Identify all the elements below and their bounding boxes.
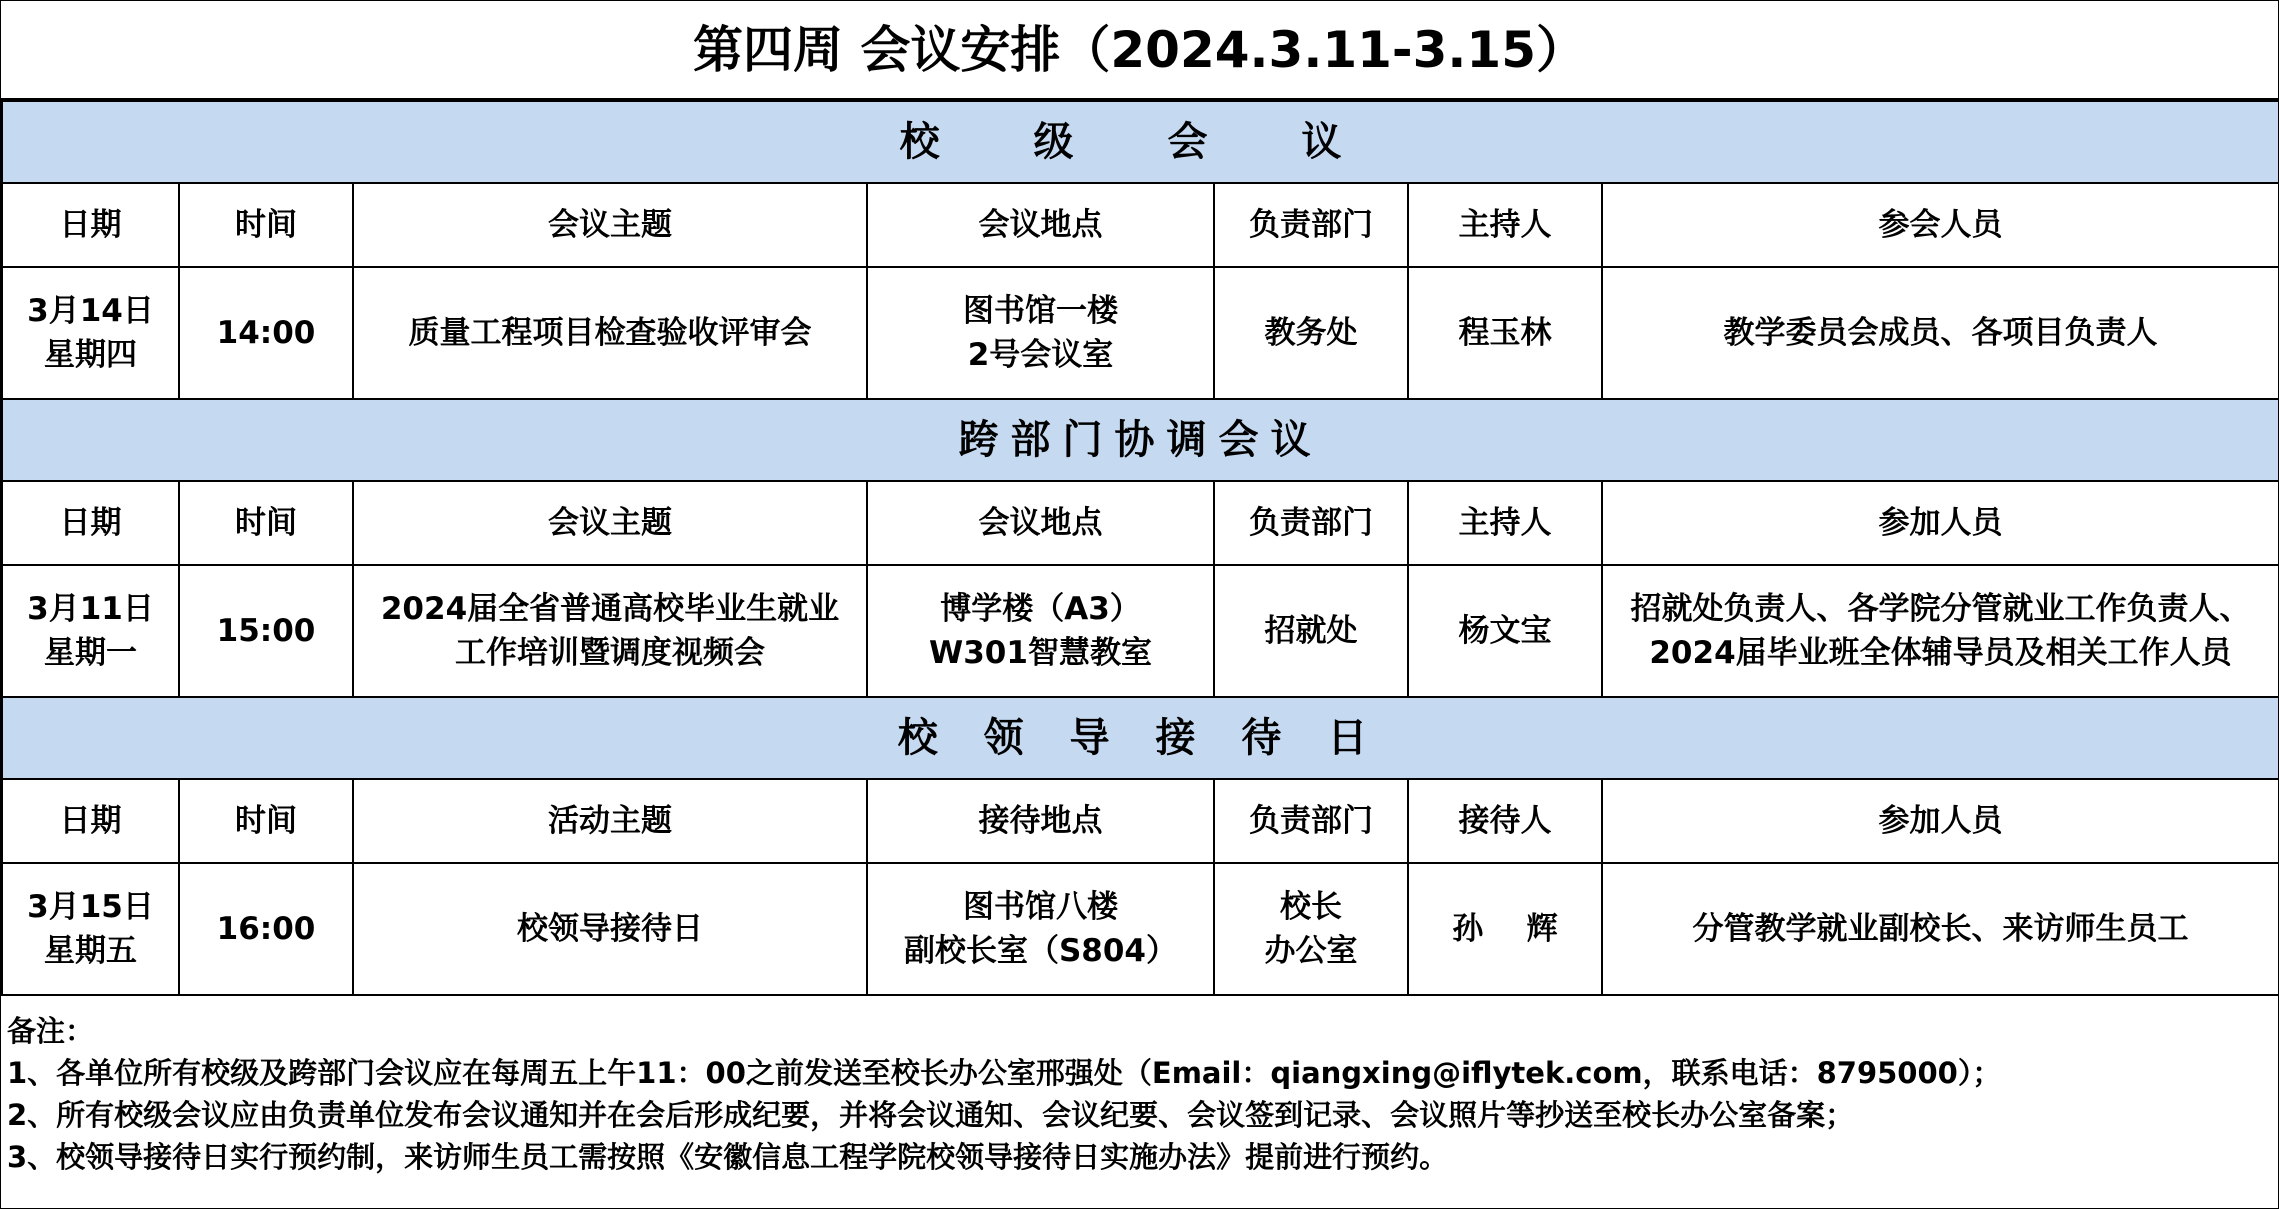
cell-date: 3月14日 星期四 xyxy=(2,267,179,399)
section-title: 跨部门协调会议 xyxy=(2,399,2279,481)
column-header-row xyxy=(2,183,2279,267)
cell-topic: 质量工程项目检查验收评审会 xyxy=(353,267,867,399)
cell-host: 孙 辉 xyxy=(1408,863,1602,995)
header-host: 主持人 xyxy=(1408,183,1602,267)
header-date: 日期 xyxy=(2,779,179,863)
table-row xyxy=(2,267,2279,399)
table-row xyxy=(2,565,2279,697)
header-host: 主持人 xyxy=(1408,481,1602,565)
cell-department: 招就处 xyxy=(1214,565,1408,697)
header-time: 时间 xyxy=(179,481,353,565)
header-location: 会议地点 xyxy=(867,183,1214,267)
header-location: 会议地点 xyxy=(867,481,1214,565)
header-attendees: 参会人员 xyxy=(1602,183,2279,267)
cell-topic: 2024届全省普通高校毕业生就业 工作培训暨调度视频会 xyxy=(353,565,867,697)
section-header-school-meetings xyxy=(2,101,2279,183)
column-header-row xyxy=(2,779,2279,863)
note-item: 1、各单位所有校级及跨部门会议应在每周五上午11：00之前发送至校长办公室邢强处（Email：qiangxing@iflytek.com，联系电话：8795000）； xyxy=(7,1056,2002,1090)
header-department: 负责部门 xyxy=(1214,779,1408,863)
cell-location: 博学楼（A3） W301智慧教室 xyxy=(867,565,1214,697)
header-date: 日期 xyxy=(2,481,179,565)
cell-time: 15:00 xyxy=(179,565,353,697)
notes-section xyxy=(1,996,2278,1178)
cell-host: 杨文宝 xyxy=(1408,565,1602,697)
cell-time: 16:00 xyxy=(179,863,353,995)
section-title: 校 领 导 接 待 日 xyxy=(2,697,2279,779)
header-host: 接待人 xyxy=(1408,779,1602,863)
header-location: 接待地点 xyxy=(867,779,1214,863)
cell-host: 程玉林 xyxy=(1408,267,1602,399)
cell-location: 图书馆八楼 副校长室（S804） xyxy=(867,863,1214,995)
header-topic: 会议主题 xyxy=(353,183,867,267)
cell-date: 3月11日 星期一 xyxy=(2,565,179,697)
cell-attendees: 招就处负责人、各学院分管就业工作负责人、 2024届毕业班全体辅导员及相关工作人员 xyxy=(1602,565,2279,697)
cell-attendees: 分管教学就业副校长、来访师生员工 xyxy=(1602,863,2279,995)
header-time: 时间 xyxy=(179,183,353,267)
header-time: 时间 xyxy=(179,779,353,863)
section-title: 校 级 会 议 xyxy=(2,101,2279,183)
schedule-table xyxy=(1,100,2279,996)
table-row xyxy=(2,863,2279,995)
header-date: 日期 xyxy=(2,183,179,267)
note-item: 2、所有校级会议应由负责单位发布会议通知并在会后形成纪要，并将会议通知、会议纪要、会议签到记录、会议照片等抄送至校长办公室备案； xyxy=(7,1098,1855,1132)
cell-attendees: 教学委员会成员、各项目负责人 xyxy=(1602,267,2279,399)
header-topic: 活动主题 xyxy=(353,779,867,863)
cell-time: 14:00 xyxy=(179,267,353,399)
column-header-row xyxy=(2,481,2279,565)
cell-date: 3月15日 星期五 xyxy=(2,863,179,995)
notes-label: 备注： xyxy=(7,1014,95,1048)
header-department: 负责部门 xyxy=(1214,183,1408,267)
cell-topic: 校领导接待日 xyxy=(353,863,867,995)
note-item: 3、校领导接待日实行预约制，来访师生员工需按照《安徽信息工程学院校领导接待日实施办法》提前进行预约。 xyxy=(7,1140,1449,1174)
section-header-cross-dept-meetings xyxy=(2,399,2279,481)
header-topic: 会议主题 xyxy=(353,481,867,565)
header-attendees: 参加人员 xyxy=(1602,779,2279,863)
header-attendees: 参加人员 xyxy=(1602,481,2279,565)
cell-department: 教务处 xyxy=(1214,267,1408,399)
cell-location: 图书馆一楼 2号会议室 xyxy=(867,267,1214,399)
cell-department: 校长 办公室 xyxy=(1214,863,1408,995)
header-department: 负责部门 xyxy=(1214,481,1408,565)
section-header-leader-reception-day xyxy=(2,697,2279,779)
page-title: 第四周 会议安排（2024.3.11-3.15） xyxy=(1,1,2278,100)
